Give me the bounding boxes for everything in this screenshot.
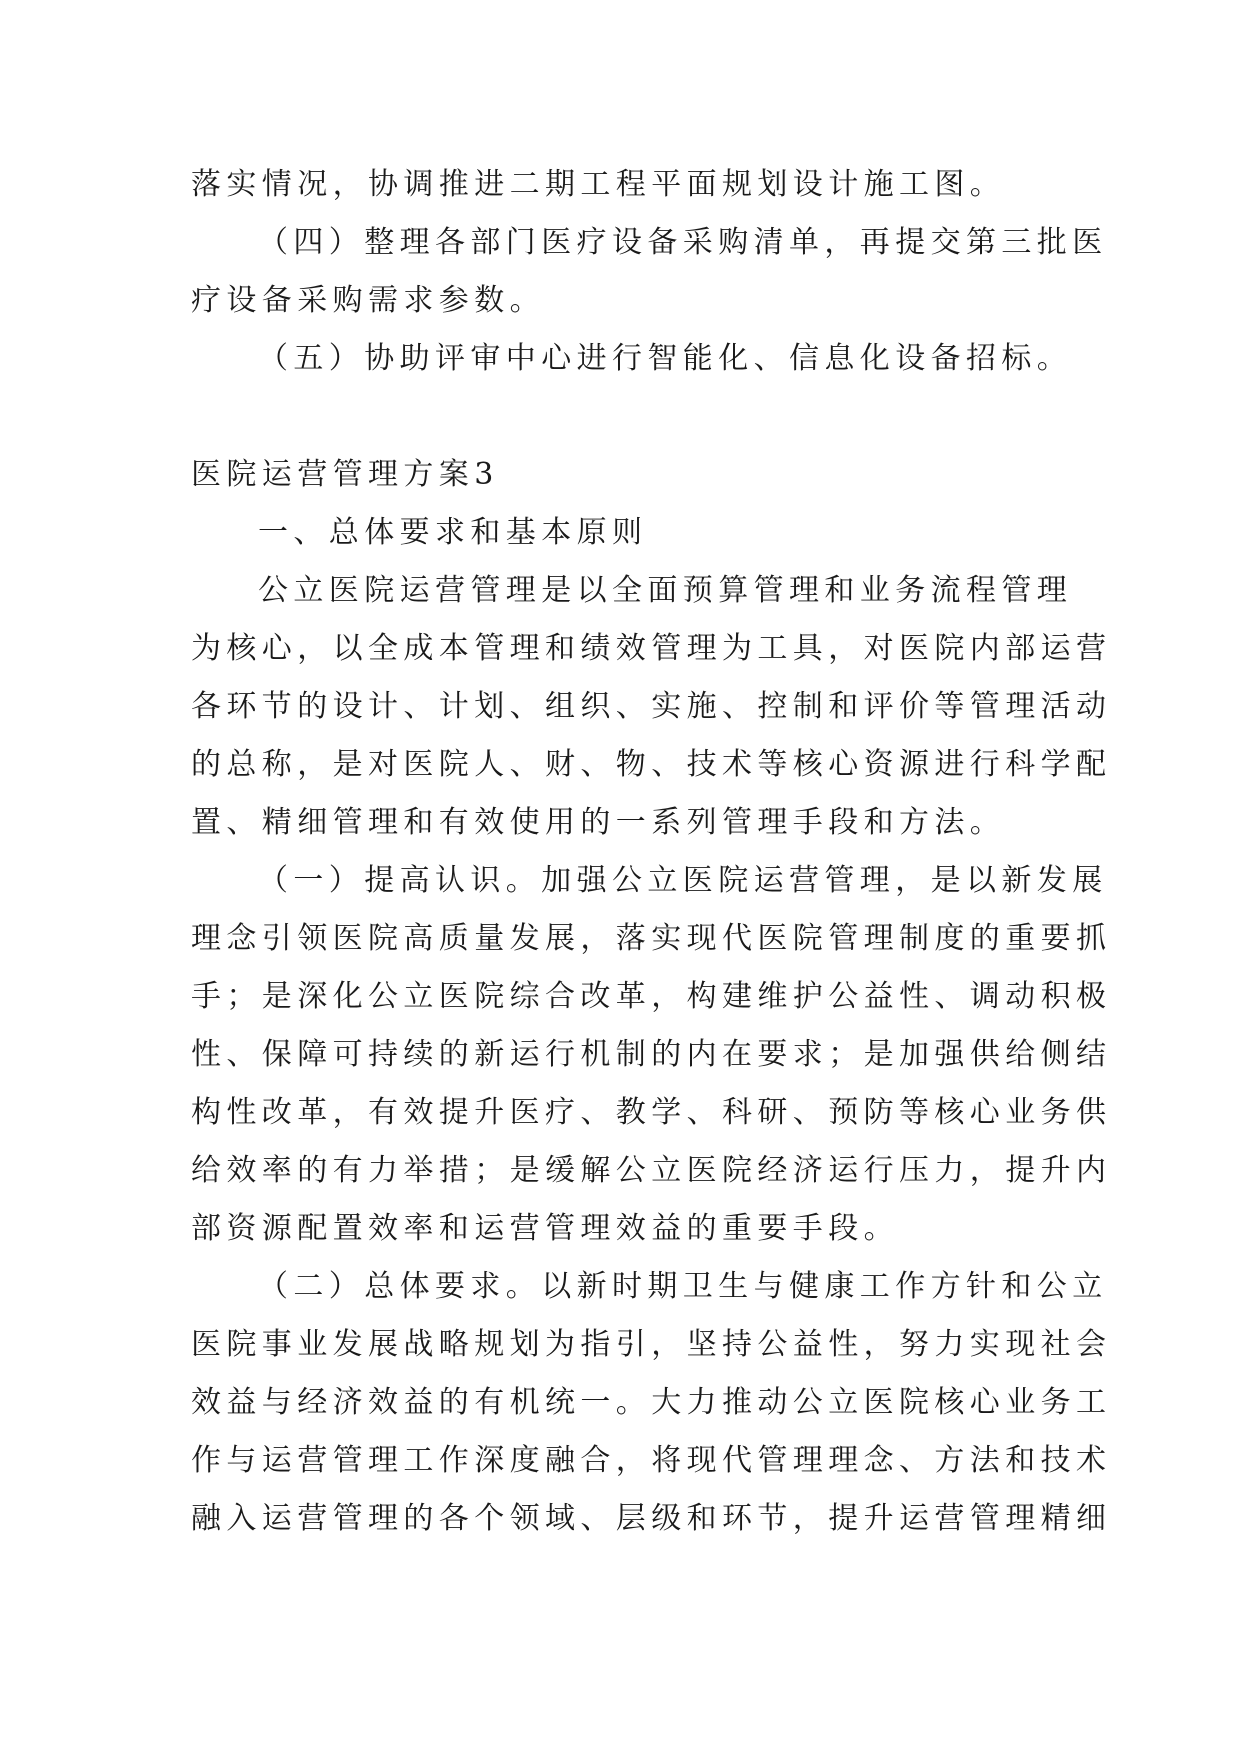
section-heading: 一、总体要求和基本原则 — [258, 515, 648, 550]
paragraph-line: （一）提高认识。加强公立医院运营管理，是以新发展 — [258, 863, 1108, 898]
paragraph-line: 疗设备采购需求参数。 — [191, 283, 545, 318]
paragraph-line: 构性改革，有效提升医疗、教学、科研、预防等核心业务供 — [191, 1095, 1112, 1130]
section-title: 医院运营管理方案3 — [191, 457, 499, 492]
paragraph-line: 的总称，是对医院人、财、物、技术等核心资源进行科学配 — [191, 747, 1112, 782]
paragraph-line: 理念引领医院高质量发展，落实现代医院管理制度的重要抓 — [191, 921, 1112, 956]
paragraph-line: 部资源配置效率和运营管理效益的重要手段。 — [191, 1211, 899, 1246]
paragraph-line: 手；是深化公立医院综合改革，构建维护公益性、调动积极 — [191, 979, 1112, 1014]
paragraph-line: 融入运营管理的各个领域、层级和环节，提升运营管理精细 — [191, 1501, 1112, 1536]
paragraph-line: 作与运营管理工作深度融合，将现代管理理念、方法和技术 — [191, 1443, 1112, 1478]
paragraph-line: 为核心，以全成本管理和绩效管理为工具，对医院内部运营 — [191, 631, 1112, 666]
paragraph-line: 落实情况，协调推进二期工程平面规划设计施工图。 — [191, 167, 1006, 202]
paragraph-line: 效益与经济效益的有机统一。大力推动公立医院核心业务工 — [191, 1385, 1112, 1420]
paragraph-line: 医院事业发展战略规划为指引，坚持公益性，努力实现社会 — [191, 1327, 1112, 1362]
paragraph-line: （二）总体要求。以新时期卫生与健康工作方针和公立 — [258, 1269, 1108, 1304]
paragraph-line: 公立医院运营管理是以全面预算管理和业务流程管理 — [258, 573, 1073, 608]
paragraph-line: 各环节的设计、计划、组织、实施、控制和评价等管理活动 — [191, 689, 1112, 724]
paragraph-line: 置、精细管理和有效使用的一系列管理手段和方法。 — [191, 805, 1006, 840]
paragraph-line: （五）协助评审中心进行智能化、信息化设备招标。 — [258, 341, 1073, 376]
section-gap — [191, 388, 1051, 446]
document-body — [191, 156, 1112, 1548]
paragraph-line: （四）整理各部门医疗设备采购清单，再提交第三批医 — [258, 225, 1108, 260]
paragraph-line: 性、保障可持续的新运行机制的内在要求；是加强供给侧结 — [191, 1037, 1112, 1072]
paragraph-line: 给效率的有力举措；是缓解公立医院经济运行压力，提升内 — [191, 1153, 1112, 1188]
